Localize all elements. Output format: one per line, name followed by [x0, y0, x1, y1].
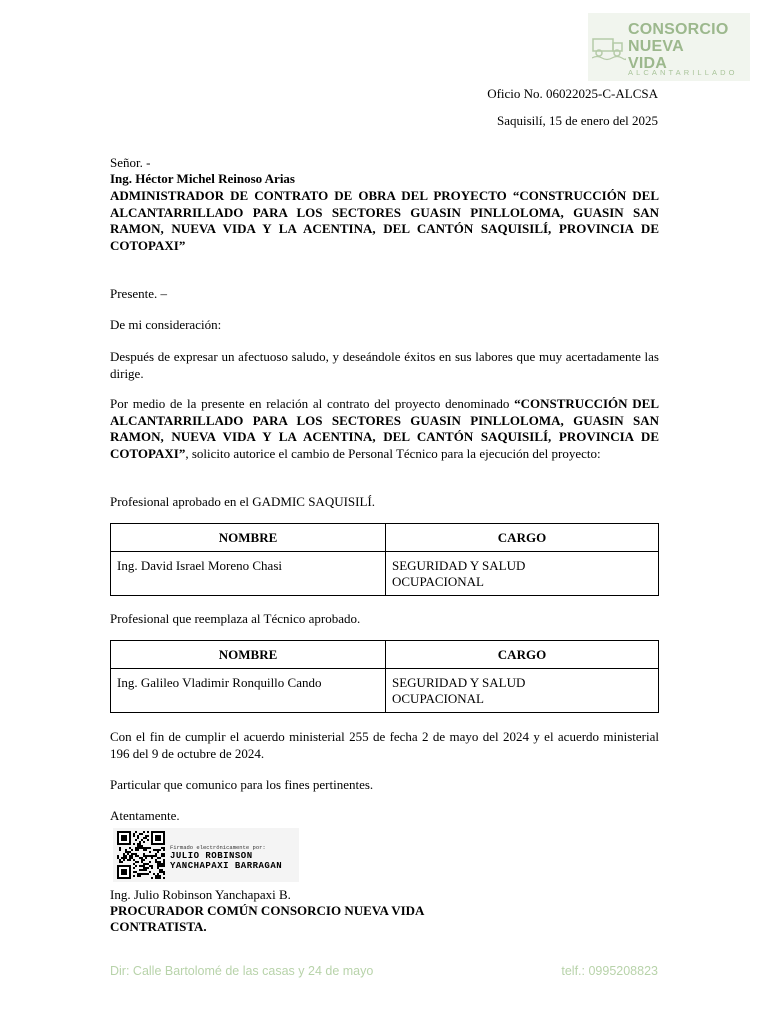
request-text-c: , solicito autorice el cambio de Personal Técnico para la ejecución del proyecto:: [185, 445, 601, 461]
paragraph-particular: Particular que comunico para los fines pertinentes.: [110, 777, 374, 792]
signed-by-label: Firmado electrónicamente por:: [170, 844, 266, 851]
electronic-signature-stamp: [113, 828, 299, 882]
approved-intro: Profesional aprobado en el GADMIC SAQUISILÍ.: [110, 494, 376, 509]
column-header-nombre: NOMBRE: [111, 524, 386, 552]
column-header-cargo: CARGO: [386, 641, 659, 669]
table-header-row: [111, 641, 659, 669]
table-row: [111, 552, 659, 596]
logo-subtitle: ALCANTARILLADO: [628, 68, 738, 77]
place-date: Saquisilí, 15 de enero del 2025: [496, 113, 658, 128]
signer-role: PROCURADOR COMÚN CONSORCIO NUEVA VIDA: [110, 903, 425, 918]
replace-intro: Profesional que reemplaza al Técnico aprobado.: [110, 611, 361, 626]
paragraph-request: [110, 396, 659, 462]
table-header-row: [111, 524, 659, 552]
logo-line-1: CONSORCIO: [628, 21, 729, 38]
salutation: Señor. -: [110, 155, 151, 170]
paragraph-greeting: Después de expresar un afectuoso saludo, y deseándole éxitos en sus labores que muy acertadamente las dirige.: [110, 349, 659, 381]
approved-table: [110, 523, 659, 596]
signer-name-line-1: JULIO ROBINSON: [170, 851, 253, 861]
company-logo: [588, 13, 750, 81]
cell-cargo: SEGURIDAD Y SALUD OCUPACIONAL: [386, 552, 659, 596]
signer-role-2: CONTRATISTA.: [110, 919, 207, 934]
footer-address: Dir: Calle Bartolomé de las casas y 24 de mayo: [110, 964, 374, 978]
oficio-number: Oficio No. 06022025-C-ALCSA: [487, 86, 658, 101]
presente: Presente. –: [110, 286, 168, 301]
signer-name: Ing. Julio Robinson Yanchapaxi B.: [110, 887, 291, 902]
logo-line-2: NUEVA: [628, 38, 684, 55]
logo-line-3: VIDA: [628, 55, 668, 72]
signer-name-line-2: YANCHAPAXI BARRAGAN: [170, 861, 283, 871]
replacement-table: [110, 640, 659, 713]
paragraph-agreement: Con el fin de cumplir el acuerdo ministerial 255 de fecha 2 de mayo del 2024 y el acuerdo ministerial 196 del 9 de octubre de 2024.: [110, 729, 659, 761]
qr-code-icon: [117, 831, 165, 879]
footer-phone: telf.: 0995208823: [561, 964, 658, 978]
project-name: “CONSTRUCCIÓN DEL ALCANTARRILLADO PARA LOS SECTORES GUASIN PINLLOLOMA, GUASIN SAN RAMON, NUEVA VIDA Y LA ACENTINA, DEL CANTÓN SAQUISILÍ, PROVINCIA DE COTOPAXI”: [110, 396, 659, 461]
consideracion: De mi consideración:: [110, 317, 222, 332]
column-header-nombre: NOMBRE: [111, 641, 386, 669]
sewer-truck-icon: [592, 33, 626, 61]
closing: Atentamente.: [110, 808, 180, 823]
recipient-name: Ing. Héctor Michel Reinoso Arias: [110, 171, 295, 186]
cell-cargo: SEGURIDAD Y SALUD OCUPACIONAL: [386, 669, 659, 713]
table-row: [111, 669, 659, 713]
cell-nombre: Ing. David Israel Moreno Chasi: [111, 552, 386, 596]
logo-text: [628, 21, 728, 72]
request-text-a: Por medio de la presente en relación al contrato del proyecto denominado: [110, 396, 515, 411]
recipient-title: ADMINISTRADOR DE CONTRATO DE OBRA DEL PROYECTO “CONSTRUCCIÓN DEL ALCANTARRILLADO PARA LOS SECTORES GUASIN PINLLOLOMA, GUASIN SAN RAMON, NUEVA VIDA Y LA ACENTINA, DEL CANTÓN SAQUISILÍ, PROVINCIA DE COTOPAXI”: [110, 188, 659, 253]
column-header-cargo: CARGO: [386, 524, 659, 552]
cell-nombre: Ing. Galileo Vladimir Ronquillo Cando: [111, 669, 386, 713]
